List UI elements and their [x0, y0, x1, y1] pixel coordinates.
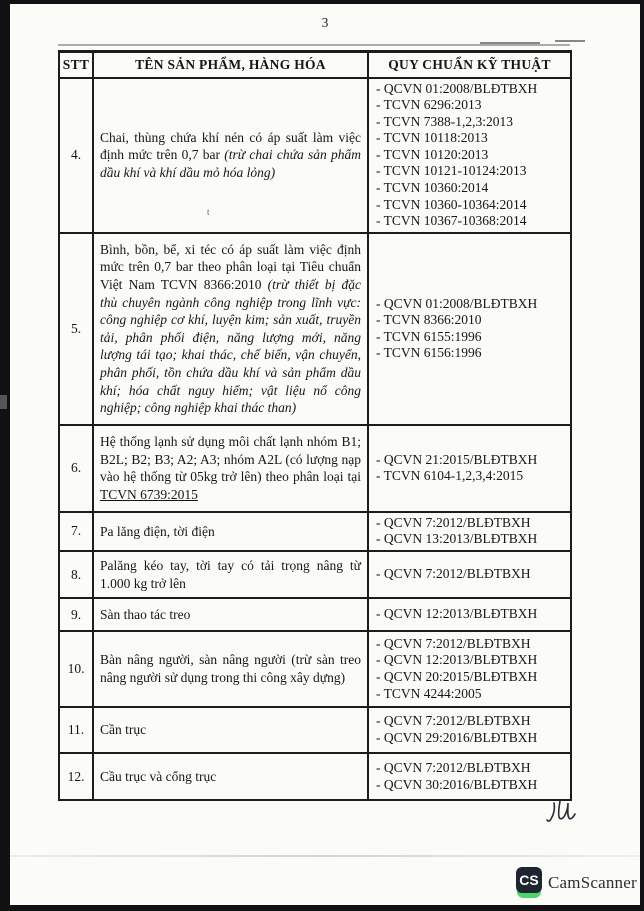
table-header-row — [59, 52, 571, 78]
camscanner-brand-text: CamScanner — [548, 872, 637, 892]
standard-line: - TCVN 10121-10124:2013 — [376, 163, 527, 179]
header-standard: QUY CHUẨN KỸ THUẬT — [368, 52, 571, 78]
camscanner-footer — [516, 866, 637, 899]
standard-line: - QCVN 7:2012/BLĐTBXH — [376, 635, 531, 651]
standard-line: - QCVN 12:2013/BLĐTBXH — [376, 606, 538, 622]
standard-line: - QCVN 21:2015/BLĐTBXH — [376, 451, 538, 467]
standards-cell — [368, 753, 571, 800]
standard-line: - TCVN 10367-10368:2014 — [376, 213, 527, 229]
standards-list — [376, 566, 566, 583]
table-row — [59, 753, 571, 800]
scan-ghost-dash — [480, 42, 540, 44]
standard-line: - QCVN 7:2012/BLĐTBXH — [376, 713, 531, 729]
stt-cell: 7. — [59, 512, 93, 551]
product-cell — [93, 753, 368, 800]
standard-line: - QCVN 7:2012/BLĐTBXH — [376, 759, 531, 775]
product-cell — [93, 631, 368, 707]
standard-line: - TCVN 10118:2013 — [376, 130, 488, 146]
standard-line: - TCVN 10360-10364:2014 — [376, 196, 527, 212]
stt-cell: 8. — [59, 551, 93, 598]
standard-line: - TCVN 7388-1,2,3:2013 — [376, 113, 513, 129]
scan-edge-notch — [0, 395, 7, 409]
product-cell — [93, 551, 368, 598]
standards-list — [376, 713, 566, 746]
product-cell — [93, 78, 368, 233]
standards-cell — [368, 78, 571, 233]
product-cell — [93, 707, 368, 753]
standard-line: - QCVN 20:2015/BLĐTBXH — [376, 669, 538, 685]
table-row — [59, 598, 571, 631]
camscanner-logo-cs: CS — [516, 867, 542, 893]
document-page — [10, 4, 640, 905]
standard-line: - TCVN 6155:1996 — [376, 328, 482, 344]
standard-line: - QCVN 7:2012/BLĐTBXH — [376, 566, 531, 582]
standard-line: - QCVN 30:2016/BLĐTBXH — [376, 776, 538, 792]
standards-cell — [368, 551, 571, 598]
standard-line: - QCVN 01:2008/BLĐTBXH — [376, 295, 538, 311]
standard-line: - QCVN 12:2013/BLĐTBXH — [376, 652, 538, 668]
product-text: Cần trục — [100, 722, 147, 738]
standard-line: - QCVN 29:2016/BLĐTBXH — [376, 730, 538, 746]
standards-list — [376, 515, 566, 548]
camscanner-logo-icon — [516, 867, 542, 899]
scan-stray-mark: t — [207, 207, 210, 217]
stt-cell: 6. — [59, 425, 93, 512]
stt-cell: 4. — [59, 78, 93, 233]
scan-ghost-line — [58, 44, 570, 46]
table-row — [59, 78, 571, 233]
product-text: Hệ thống lạnh sử dụng môi chất lạnh nhóm B1; B2L; B2; B3; A2; A3; nhóm A2L (có lượng nạp vào hệ thống từ 05kg trở lên) theo phân loại tại — [100, 434, 361, 485]
standard-line: - TCVN 10360:2014 — [376, 180, 489, 196]
standard-line: - TCVN 4244:2005 — [376, 685, 482, 701]
standards-cell — [368, 233, 571, 425]
product-text: Bình, bồn, bể, xi téc có áp suất làm việc định mức trên 0,7 bar theo phân loại tại Tiêu chuẩn Việt Nam TCVN 8366:2010 — [100, 241, 361, 293]
product-text: Pa lăng điện, tời điện — [100, 523, 215, 539]
standards-cell — [368, 425, 571, 512]
page-number: 3 — [321, 15, 329, 30]
table-row — [59, 512, 571, 551]
product-cell — [93, 598, 368, 631]
header-stt: STT — [59, 52, 93, 78]
table-row — [59, 631, 571, 707]
product-text-italic: (trừ chai chứa sản phẩm dầu khí và khí dầu mỏ hóa lỏng) — [100, 147, 361, 180]
standard-line: - TCVN 6104-1,2,3,4:2015 — [376, 468, 524, 484]
standard-line: - QCVN 7:2012/BLĐTBXH — [376, 514, 531, 530]
standard-line: - QCVN 01:2008/BLĐTBXH — [376, 80, 538, 96]
table-row — [59, 707, 571, 753]
standards-list — [376, 452, 566, 485]
standards-cell — [368, 598, 571, 631]
standard-line: - TCVN 6156:1996 — [376, 345, 482, 361]
standards-cell — [368, 631, 571, 707]
product-text: Bàn nâng người, sàn nâng người (trừ sàn treo nâng người sử dụng trong thi công xây dựng) — [100, 652, 361, 686]
table-row — [59, 425, 571, 512]
product-text: Sàn thao tác treo — [100, 606, 191, 622]
handwritten-pen-mark — [545, 798, 579, 832]
stt-cell: 12. — [59, 753, 93, 800]
page-fold-shadow — [10, 855, 640, 857]
stt-cell: 10. — [59, 631, 93, 707]
table-row — [59, 233, 571, 425]
standards-cell — [368, 512, 571, 551]
standard-line: - QCVN 13:2013/BLĐTBXH — [376, 531, 538, 547]
standard-line: - TCVN 8366:2010 — [376, 312, 482, 328]
standards-list — [376, 81, 566, 230]
stt-cell: 9. — [59, 598, 93, 631]
product-cell — [93, 512, 368, 551]
standards-cell — [368, 707, 571, 753]
standards-list — [376, 636, 566, 702]
product-text: Cầu trục và cổng trục — [100, 768, 217, 784]
product-text-italic: (trừ thiết bị đặc thù chuyên ngành công nghiệp trong lĩnh vực: công nghiệp cơ khí, luyện kim; sản xuất, truyền tải, phân phối điện, năng lượng mới, năng lượng tái tạo; khai thác, chế biến, vận chuyển, phân phối, tồn chứa dầu khí và sản phẩm dầu khí; hóa chất nguy hiểm; vật liệu nổ công nghiệp; công nghiệp khai thác than) — [100, 277, 361, 416]
standards-list — [376, 606, 566, 623]
product-cell — [93, 233, 368, 425]
stt-cell: 11. — [59, 707, 93, 753]
product-text-underline: TCVN 6739:2015 — [100, 486, 198, 502]
standards-table — [58, 50, 572, 801]
product-cell — [93, 425, 368, 512]
table-row — [59, 551, 571, 598]
standards-list — [376, 760, 566, 793]
header-product: TÊN SẢN PHẨM, HÀNG HÓA — [93, 52, 368, 78]
product-text: Chai, thùng chứa khí nén có áp suất làm việc định mức trên 0,7 bar — [100, 129, 361, 163]
product-text: Palăng kéo tay, tời tay có tải trọng nâng từ 1.000 kg trở lên — [100, 557, 361, 591]
standards-list — [376, 296, 566, 362]
stt-cell: 5. — [59, 233, 93, 425]
standard-line: - TCVN 10120:2013 — [376, 146, 489, 162]
standard-line: - TCVN 6296:2013 — [376, 97, 482, 113]
scan-ghost-dash — [555, 40, 585, 42]
